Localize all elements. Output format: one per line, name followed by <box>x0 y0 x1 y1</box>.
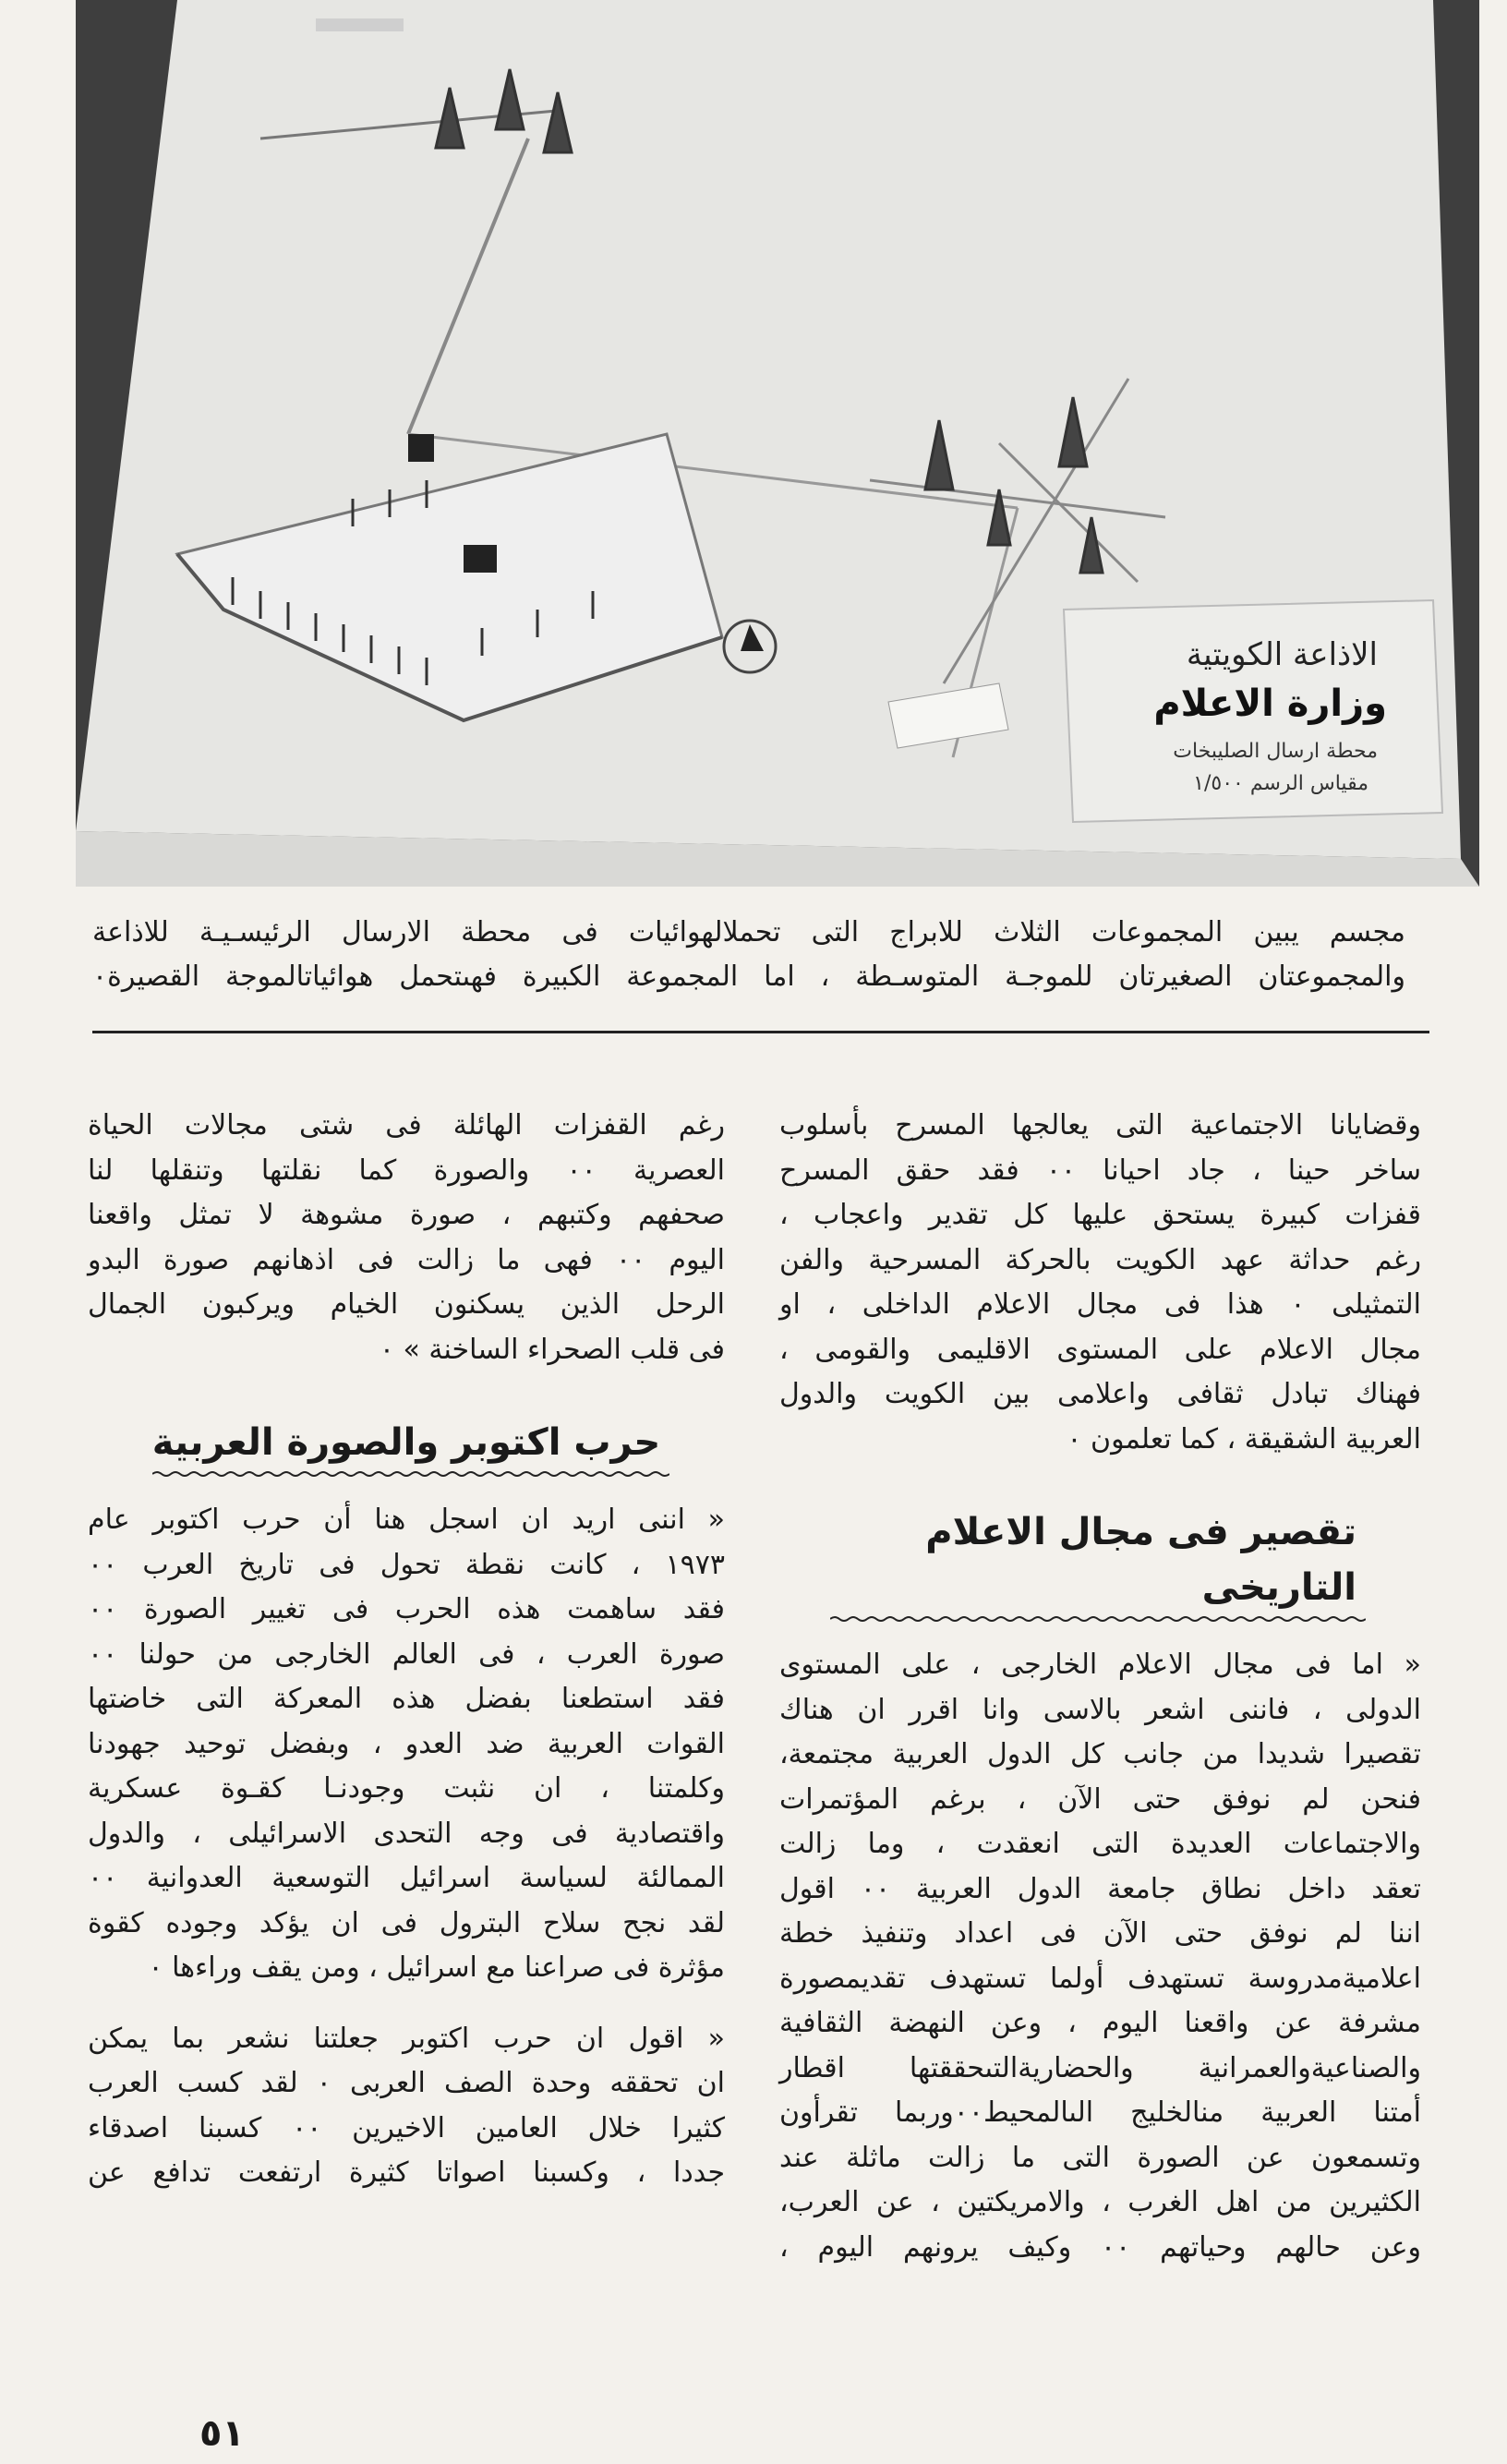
text-line: صحفهم وكتبهم ، صورة مشوهة لا تمثل واقعنا <box>88 1199 725 1231</box>
text-line: ساخر حينا ، جاد احيانا ٠٠ فقد حقق المسرح <box>779 1153 1421 1187</box>
text-line: قفزات كبيرة يستحق عليها كل تقدير واعجاب ، <box>779 1199 1421 1231</box>
text-line: وقضايانا الاجتماعية التى يعالجها المسرح بأسلوب <box>779 1109 1421 1141</box>
text-line: تقصيرا شديدا من جانب كل الدول العربية مجتمعة، <box>779 1738 1421 1770</box>
paragraph <box>88 2017 725 2196</box>
text-line: والاجتماعات العديدة التى انعقدت ، وما زالت <box>779 1828 1421 1860</box>
text-line: فهناك تبادل ثقافى واعلامى بين الكويت والدول <box>779 1378 1421 1410</box>
text-line: تعقد داخل نطاق جامعة الدول العربية ٠٠ اقول <box>779 1872 1421 1905</box>
paragraph <box>88 1104 725 1372</box>
text-line: القوات العربية ضد العدو ، وبفضل توحيد جهودنا <box>88 1727 725 1760</box>
text-line: أمتنا العربية منالخليج الىالمحيط٠٠وربما تقرأون <box>779 2096 1421 2129</box>
text-line: اليوم ٠٠ فهى ما زالت فى اذهانهم صورة البدو <box>88 1243 725 1276</box>
text-line: وعن حالهم وحياتهم ٠٠ وكيف يرونهم اليوم ، <box>779 2230 1422 2264</box>
text-line: ١٩٧٣ ، كانت نقطة تحول فى تاريخ العرب ٠٠ <box>88 1548 725 1581</box>
text-line: الدولى ، فاننى اشعر بالاسى وانا اقرر ان هناك <box>779 1693 1421 1726</box>
text-line: مؤثرة فى صراعنا مع اسرائيل ، ومن يقف وراءها ٠ <box>148 1951 725 1984</box>
text-line: رغم القفزات الهائلة فى شتى مجالات الحياة <box>88 1109 725 1141</box>
text-line: وتسمعون عن الصورة التى ما زالت ماثلة عند <box>779 2141 1421 2174</box>
text-line: مشرفة عن واقعنا اليوم ، وعن النهضة الثقافية <box>779 2007 1421 2039</box>
model-label-line1: الاذاعة الكويتية <box>1186 636 1378 673</box>
text-line: جددا ، وكسبنا اصواتا كثيرة ارتفعت تدافع عن <box>88 2156 725 2189</box>
caption-divider <box>92 1031 1429 1033</box>
section-heading: حرب اكتوبر والصورة العربية <box>151 1421 661 1464</box>
paragraph <box>779 1643 1421 2270</box>
paragraph <box>779 1104 1421 1462</box>
model-photo <box>76 0 1479 887</box>
text-line: العربية الشقيقة ، كما تعلمون ٠ <box>1067 1422 1421 1455</box>
text-line: ان تحققه وحدة الصف العربى ٠ لقد كسب العرب <box>88 2067 725 2099</box>
model-label-line4: مقياس الرسم ١/٥٠٠ <box>1193 772 1368 795</box>
text-line: « اقول ان حرب اكتوبر جعلتنا نشعر بما يمكن <box>88 2022 725 2055</box>
text-line: اعلاميةمدروسة تستهدف أولما تستهدف تقديمصورة <box>779 1962 1421 1995</box>
left-column <box>88 1104 725 2196</box>
text-line: « اما فى مجال الاعلام الخارجى ، على المستوى <box>779 1649 1421 1681</box>
text-line: واقتصادية فى وجه التحدى الاسرائيلى ، والدول <box>88 1817 725 1850</box>
text-line: مجال الاعلام على المستوى الاقليمى والقومى ، <box>779 1333 1421 1366</box>
photo-caption <box>92 911 1405 999</box>
text-line: الرحل الذين يسكنون الخيام ويركبون الجمال <box>88 1288 725 1321</box>
model-label-line2: وزارة الاعلام <box>1153 682 1387 725</box>
text-line: فنحن لم نوفق حتى الآن ، برغم المؤتمرات <box>779 1782 1421 1816</box>
text-line: « اننى اريد ان اسجل هنا أن حرب اكتوبر عام <box>88 1504 725 1536</box>
text-line: صورة العرب ، فى العالم الخارجى من حولنا ٠٠ <box>88 1637 725 1671</box>
text-line: التمثيلى ٠ هذا فى مجال الاعلام الداخلى ، او <box>779 1288 1421 1321</box>
text-line: العصرية ٠٠ والصورة كما نقلتها وتنقلها لنا <box>88 1153 725 1187</box>
text-line: وكلمتنا ، ان نثبت وجودنـا كقـوة عسكرية <box>88 1772 725 1805</box>
text-line: لقد نجح سلاح البترول فى ان يؤكد وجوده كقوة <box>88 1906 725 1939</box>
caption-line: مجسم يبين المجموعات الثلاث للابراج التى تحملالهوائيات فى محطة الارسال الرئيسـيـة للاذاعة <box>92 916 1405 948</box>
heading-underline <box>779 1615 1421 1623</box>
caption-line: والمجموعتان الصغيرتان للموجـة المتوسـطة ، اما المجموعة الكبيرة فهىتحمل هوائياتالموجة القصيرة٠ <box>92 960 1405 993</box>
heading-underline <box>88 1470 725 1478</box>
text-line: فقد استطعنا بفضل هذه المعركة التى خاضتها <box>88 1683 725 1715</box>
model-label-line3: محطة ارسال الصليبخات <box>1173 740 1378 763</box>
text-line: الكثيرين من اهل الغرب ، والامريكتين ، عن العرب، <box>779 2186 1421 2218</box>
text-line: فقد ساهمت هذه الحرب فى تغيير الصورة ٠٠ <box>88 1593 725 1625</box>
text-line: فى قلب الصحراء الساخنة » ٠ <box>379 1333 725 1366</box>
section-heading: تقصير فى مجال الاعلام التاريخى <box>925 1511 1356 1609</box>
text-line: الممالئة لسياسة اسرائيل التوسعية العدوانية ٠٠ <box>88 1862 725 1894</box>
text-line: اننا لم نوفق حتى الآن فى اعداد وتنفيذ خطة <box>779 1917 1421 1950</box>
paragraph <box>88 1498 725 1991</box>
right-column <box>779 1104 1421 2270</box>
text-line: رغم حداثة عهد الكويت بالحركة المسرحية والفن <box>779 1243 1421 1276</box>
text-line: والصناعيةوالعمرانية والحضاريةالتىحققتها اقطار <box>779 2051 1421 2084</box>
page-number: ٥١ <box>199 2412 245 2455</box>
text-line: كثيرا خلال العامين الاخيرين ٠٠ كسبنا اصدقاء <box>88 2111 725 2144</box>
